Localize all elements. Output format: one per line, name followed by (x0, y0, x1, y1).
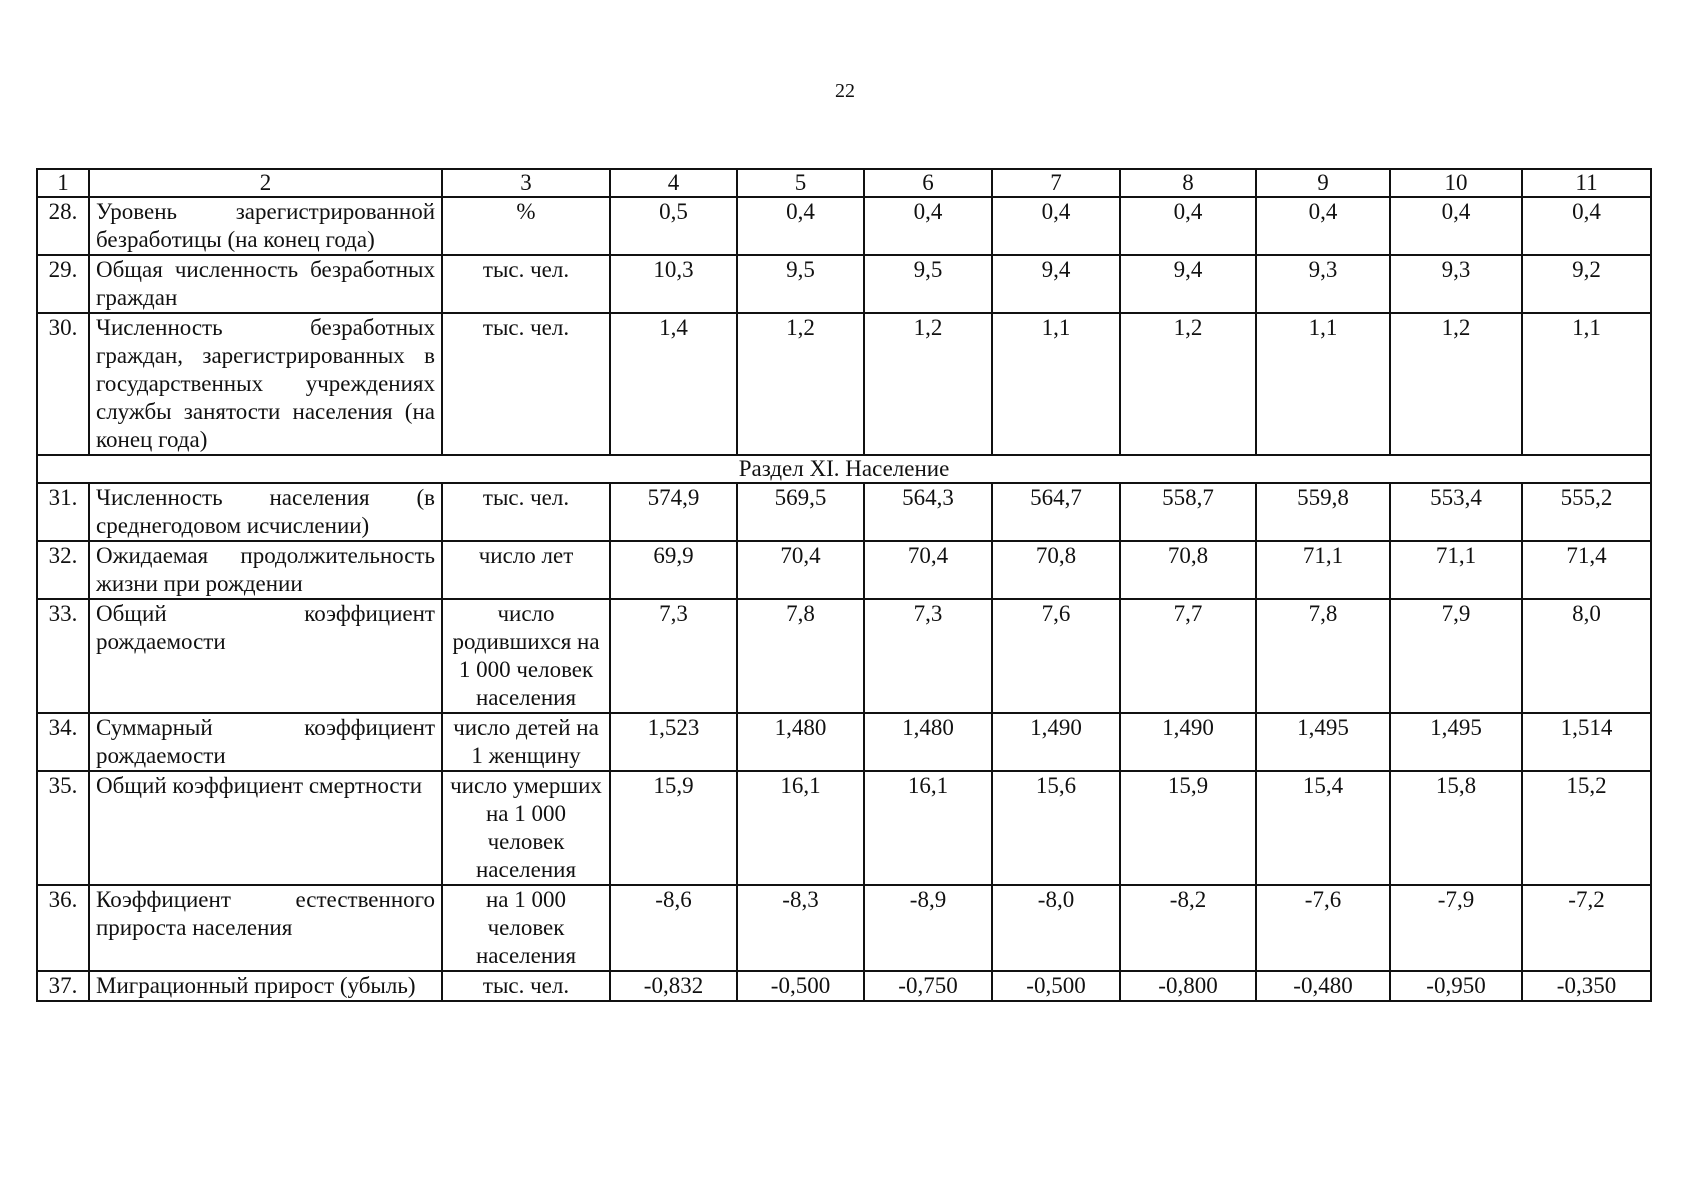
column-number-cell: 7 (992, 169, 1120, 197)
value-cell: -7,2 (1522, 885, 1651, 971)
column-number-cell: 11 (1522, 169, 1651, 197)
value-cell: 15,9 (1120, 771, 1256, 885)
table-row (37, 541, 1651, 599)
table-body (37, 169, 1651, 1001)
column-number-cell: 6 (864, 169, 992, 197)
column-number-cell: 3 (442, 169, 610, 197)
table-row (37, 255, 1651, 313)
value-cell: 1,495 (1390, 713, 1522, 771)
value-cell: -7,6 (1256, 885, 1390, 971)
row-number-cell: 29. (37, 255, 89, 313)
table-row (37, 771, 1651, 885)
value-cell: -0,350 (1522, 971, 1651, 1001)
value-cell: 9,5 (864, 255, 992, 313)
row-number-cell: 31. (37, 483, 89, 541)
value-cell: 9,4 (992, 255, 1120, 313)
value-cell: 16,1 (864, 771, 992, 885)
value-cell: 16,1 (737, 771, 864, 885)
value-cell: 559,8 (1256, 483, 1390, 541)
value-cell: 0,4 (1120, 197, 1256, 255)
unit-cell: число умерших на 1 000 человек населения (442, 771, 610, 885)
value-cell: 1,2 (737, 313, 864, 455)
page-number: 22 (835, 80, 855, 102)
value-cell: 7,8 (1256, 599, 1390, 713)
unit-cell: тыс. чел. (442, 313, 610, 455)
value-cell: 71,1 (1390, 541, 1522, 599)
value-cell: 7,3 (610, 599, 737, 713)
value-cell: 0,5 (610, 197, 737, 255)
value-cell: 10,3 (610, 255, 737, 313)
value-cell: 9,4 (1120, 255, 1256, 313)
value-cell: -8,9 (864, 885, 992, 971)
column-number-cell: 2 (89, 169, 442, 197)
column-number-row (37, 169, 1651, 197)
value-cell: 70,8 (992, 541, 1120, 599)
value-cell: 15,8 (1390, 771, 1522, 885)
value-cell: 7,7 (1120, 599, 1256, 713)
unit-cell: тыс. чел. (442, 255, 610, 313)
value-cell: 0,4 (1256, 197, 1390, 255)
row-number-cell: 33. (37, 599, 89, 713)
indicator-name-cell: Коэффициент естественного прироста населения (89, 885, 442, 971)
value-cell: 0,4 (992, 197, 1120, 255)
unit-cell: число детей на 1 женщину (442, 713, 610, 771)
value-cell: 574,9 (610, 483, 737, 541)
indicator-name-cell: Уровень зарегистрированной безработицы (на конец года) (89, 197, 442, 255)
value-cell: 71,4 (1522, 541, 1651, 599)
value-cell: 564,3 (864, 483, 992, 541)
value-cell: 1,480 (737, 713, 864, 771)
value-cell: -0,500 (737, 971, 864, 1001)
value-cell: -0,500 (992, 971, 1120, 1001)
value-cell: 1,490 (1120, 713, 1256, 771)
value-cell: 1,2 (1120, 313, 1256, 455)
unit-cell: на 1 000 человек населения (442, 885, 610, 971)
value-cell: 0,4 (737, 197, 864, 255)
value-cell: 564,7 (992, 483, 1120, 541)
value-cell: 9,3 (1256, 255, 1390, 313)
column-number-cell: 9 (1256, 169, 1390, 197)
value-cell: 1,480 (864, 713, 992, 771)
table-row (37, 313, 1651, 455)
value-cell: 553,4 (1390, 483, 1522, 541)
unit-cell: тыс. чел. (442, 483, 610, 541)
table-row (37, 971, 1651, 1001)
value-cell: 0,4 (1522, 197, 1651, 255)
value-cell: -8,0 (992, 885, 1120, 971)
row-number-cell: 28. (37, 197, 89, 255)
value-cell: -0,480 (1256, 971, 1390, 1001)
column-number-cell: 4 (610, 169, 737, 197)
value-cell: 7,8 (737, 599, 864, 713)
value-cell: 1,490 (992, 713, 1120, 771)
value-cell: 70,4 (864, 541, 992, 599)
value-cell: 1,1 (1256, 313, 1390, 455)
value-cell: -8,6 (610, 885, 737, 971)
indicator-name-cell: Общий коэффициент рождаемости (89, 599, 442, 713)
value-cell: 1,495 (1256, 713, 1390, 771)
row-number-cell: 30. (37, 313, 89, 455)
value-cell: 9,5 (737, 255, 864, 313)
indicator-name-cell: Общая численность безработных граждан (89, 255, 442, 313)
value-cell: 15,9 (610, 771, 737, 885)
value-cell: 7,3 (864, 599, 992, 713)
value-cell: 558,7 (1120, 483, 1256, 541)
value-cell: 1,2 (1390, 313, 1522, 455)
row-number-cell: 32. (37, 541, 89, 599)
value-cell: 9,3 (1390, 255, 1522, 313)
row-number-cell: 36. (37, 885, 89, 971)
indicator-name-cell: Суммарный коэффициент рождаемости (89, 713, 442, 771)
table-row (37, 713, 1651, 771)
value-cell: 1,1 (1522, 313, 1651, 455)
value-cell: 1,523 (610, 713, 737, 771)
value-cell: 70,8 (1120, 541, 1256, 599)
unit-cell: число родившихся на 1 000 человек населения (442, 599, 610, 713)
row-number-cell: 35. (37, 771, 89, 885)
value-cell: 15,2 (1522, 771, 1651, 885)
value-cell: 69,9 (610, 541, 737, 599)
section-heading-row (37, 455, 1651, 483)
unit-cell: тыс. чел. (442, 971, 610, 1001)
value-cell: 8,0 (1522, 599, 1651, 713)
value-cell: -0,832 (610, 971, 737, 1001)
value-cell: -0,750 (864, 971, 992, 1001)
indicator-name-cell: Численность безработных граждан, зарегистрированных в государственных учреждениях службы занятости населения (на конец года) (89, 313, 442, 455)
table-row (37, 197, 1651, 255)
unit-cell: % (442, 197, 610, 255)
indicator-name-cell: Ожидаемая продолжительность жизни при рождении (89, 541, 442, 599)
table-row (37, 885, 1651, 971)
value-cell: 555,2 (1522, 483, 1651, 541)
indicator-name-cell: Общий коэффициент смертности (89, 771, 442, 885)
value-cell: 7,6 (992, 599, 1120, 713)
indicator-name-cell: Миграционный прирост (убыль) (89, 971, 442, 1001)
table-row (37, 599, 1651, 713)
column-number-cell: 5 (737, 169, 864, 197)
value-cell: -8,3 (737, 885, 864, 971)
value-cell: 1,1 (992, 313, 1120, 455)
value-cell: -7,9 (1390, 885, 1522, 971)
value-cell: 15,4 (1256, 771, 1390, 885)
column-number-cell: 1 (37, 169, 89, 197)
value-cell: 0,4 (864, 197, 992, 255)
value-cell: 1,4 (610, 313, 737, 455)
column-number-cell: 8 (1120, 169, 1256, 197)
value-cell: -0,950 (1390, 971, 1522, 1001)
value-cell: 70,4 (737, 541, 864, 599)
section-title: Раздел XI. Население (37, 455, 1651, 483)
value-cell: 9,2 (1522, 255, 1651, 313)
value-cell: 15,6 (992, 771, 1120, 885)
value-cell: -0,800 (1120, 971, 1256, 1001)
value-cell: -8,2 (1120, 885, 1256, 971)
row-number-cell: 34. (37, 713, 89, 771)
value-cell: 0,4 (1390, 197, 1522, 255)
indicator-name-cell: Численность населения (в среднегодовом исчислении) (89, 483, 442, 541)
value-cell: 1,2 (864, 313, 992, 455)
value-cell: 569,5 (737, 483, 864, 541)
indicators-table (36, 168, 1652, 1002)
value-cell: 7,9 (1390, 599, 1522, 713)
value-cell: 1,514 (1522, 713, 1651, 771)
value-cell: 71,1 (1256, 541, 1390, 599)
unit-cell: число лет (442, 541, 610, 599)
row-number-cell: 37. (37, 971, 89, 1001)
column-number-cell: 10 (1390, 169, 1522, 197)
table-row (37, 483, 1651, 541)
